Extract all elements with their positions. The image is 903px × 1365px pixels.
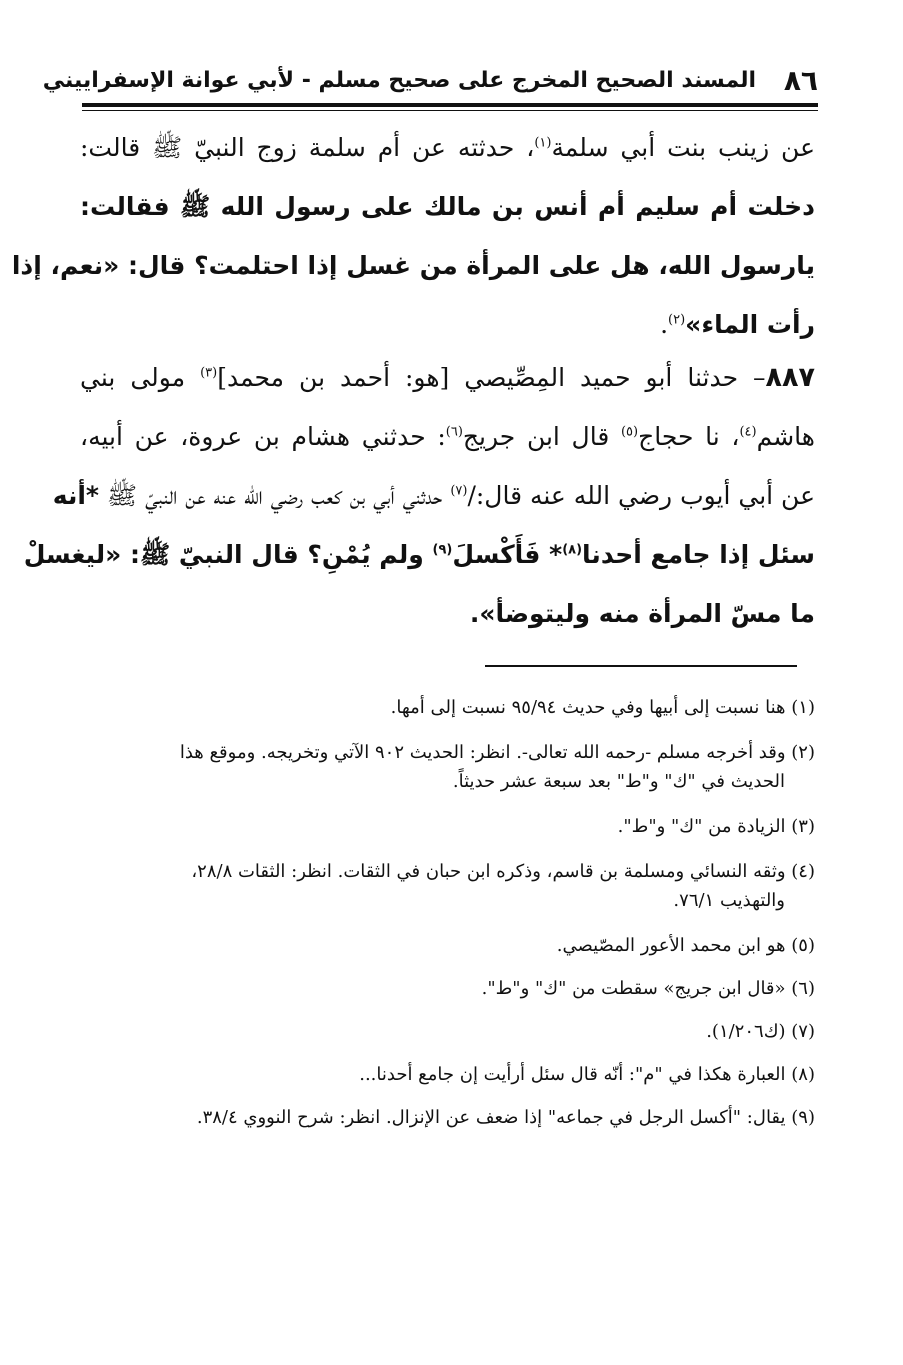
- footnote-ref: (١): [534, 135, 552, 151]
- footnote-1: (١) هنا نسبت إلى أبيها وفي حديث ٩٥/٩٤ نسبت إلى أمها.: [390, 697, 815, 718]
- footnote-7: (٧) (ك١/٢٠٦).: [706, 1021, 815, 1042]
- footnote-ref: (٤): [739, 424, 757, 440]
- text-line: عن زينب بنت أبي سلمة$^{(١)}$، حدثته عن أم سلمة زوج النبيّ ﷺ قالت:: [80, 133, 815, 162]
- footnote-6: (٦) «قال ابن جريج» سقطت من "ك" و"ط".: [481, 978, 815, 999]
- text-line-bold: ما مسّ المرأة منه وليتوضأ».: [469, 599, 815, 628]
- header-rule-thin: [82, 110, 818, 111]
- running-title: المسند الصحيح المخرج على صحيح مسلم - لأبي عوانة الإسفراييني: [42, 68, 756, 93]
- footnote-2: (٢) وقد أخرجه مسلم -رحمه الله تعالى-. انظر: الحديث ٩٠٢ الآتي وتخريجه. وموقع هذا الحديث في "ك" و"ط" بعد سبعة عشر حديثاً.: [179, 742, 815, 792]
- footnote-5: (٥) هو ابن محمد الأعور المصّيصي.: [556, 935, 815, 956]
- text-line: ٨٨٧– حدثنا أبو حميد المِصِّيصي [هو: أحمد بن محمد]$^{(٣)}$ مولى بني: [80, 362, 815, 393]
- text-line-bold: يارسول الله، هل على المرأة من غسل إذا احتلمت؟ قال: «نعم، إذا: [11, 251, 815, 280]
- footnote-ref: (٢): [668, 312, 686, 328]
- hadith-paragraph-887: [23, 348, 815, 643]
- footnote-ref: (٥): [620, 424, 639, 440]
- page-header: [42, 62, 818, 102]
- hadith-number: ٨٨٧: [765, 362, 815, 393]
- footnote-ref: (٦): [445, 424, 463, 440]
- footnote-3: (٣) الزيادة من "ك" و"ط".: [617, 816, 815, 837]
- footnotes: [80, 693, 815, 1146]
- footnote-8: (٨) العبارة هكذا في "م": أنّه قال سئل أرأيت إن جامع أحدنا...: [359, 1064, 815, 1085]
- footnote-ref: (٣): [200, 365, 218, 381]
- header-rule-thick: [82, 103, 818, 107]
- text-line-bold: سئل إذا جامع أحدنا$^{(٨)}$* فَأَكْسلَ$^{(٩)}$ ولم يُمْنِ؟ قال النبيّ ﷺ: «ليغسلْ: [23, 540, 815, 569]
- text-line: عن أبي أيوب رضي الله عنه قال:/$^{(٧)}$ حدثني أبي بن كعب رضي الله عنه عن النبيّ ﷺ *أنه: [52, 481, 815, 510]
- footnote-ref: (٨): [562, 542, 583, 558]
- footnote-9: (٩) يقال: "أكسل الرجل في جماعه" إذا ضعف عن الإنزال. انظر: شرح النووي ٣٨/٤.: [196, 1107, 815, 1128]
- footnote-ref: (٧): [450, 483, 468, 499]
- hadith-paragraph-1: [11, 118, 815, 354]
- footnote-ref: (٩): [432, 542, 453, 558]
- footnote-4: (٤) وثقه النسائي ومسلمة بن قاسم، وذكره ابن حبان في الثقات. انظر: الثقات ٢٨/٨، والتهذيب ٧٦/١.: [191, 861, 815, 911]
- footnote-separator: [485, 665, 797, 667]
- text-line-bold: دخلت أم سليم أم أنس بن مالك على رسول الله ﷺ فقالت:: [80, 192, 815, 221]
- page-number: ٨٦: [783, 64, 818, 97]
- text-line: هاشم$^{(٤)}$، نا حجاج$^{(٥)}$ قال ابن جريج$^{(٦)}$: حدثني هشام بن عروة، عن أبيه،: [80, 422, 815, 451]
- text-line-bold: رأت الماء»$^{(٢)}$.: [660, 310, 815, 339]
